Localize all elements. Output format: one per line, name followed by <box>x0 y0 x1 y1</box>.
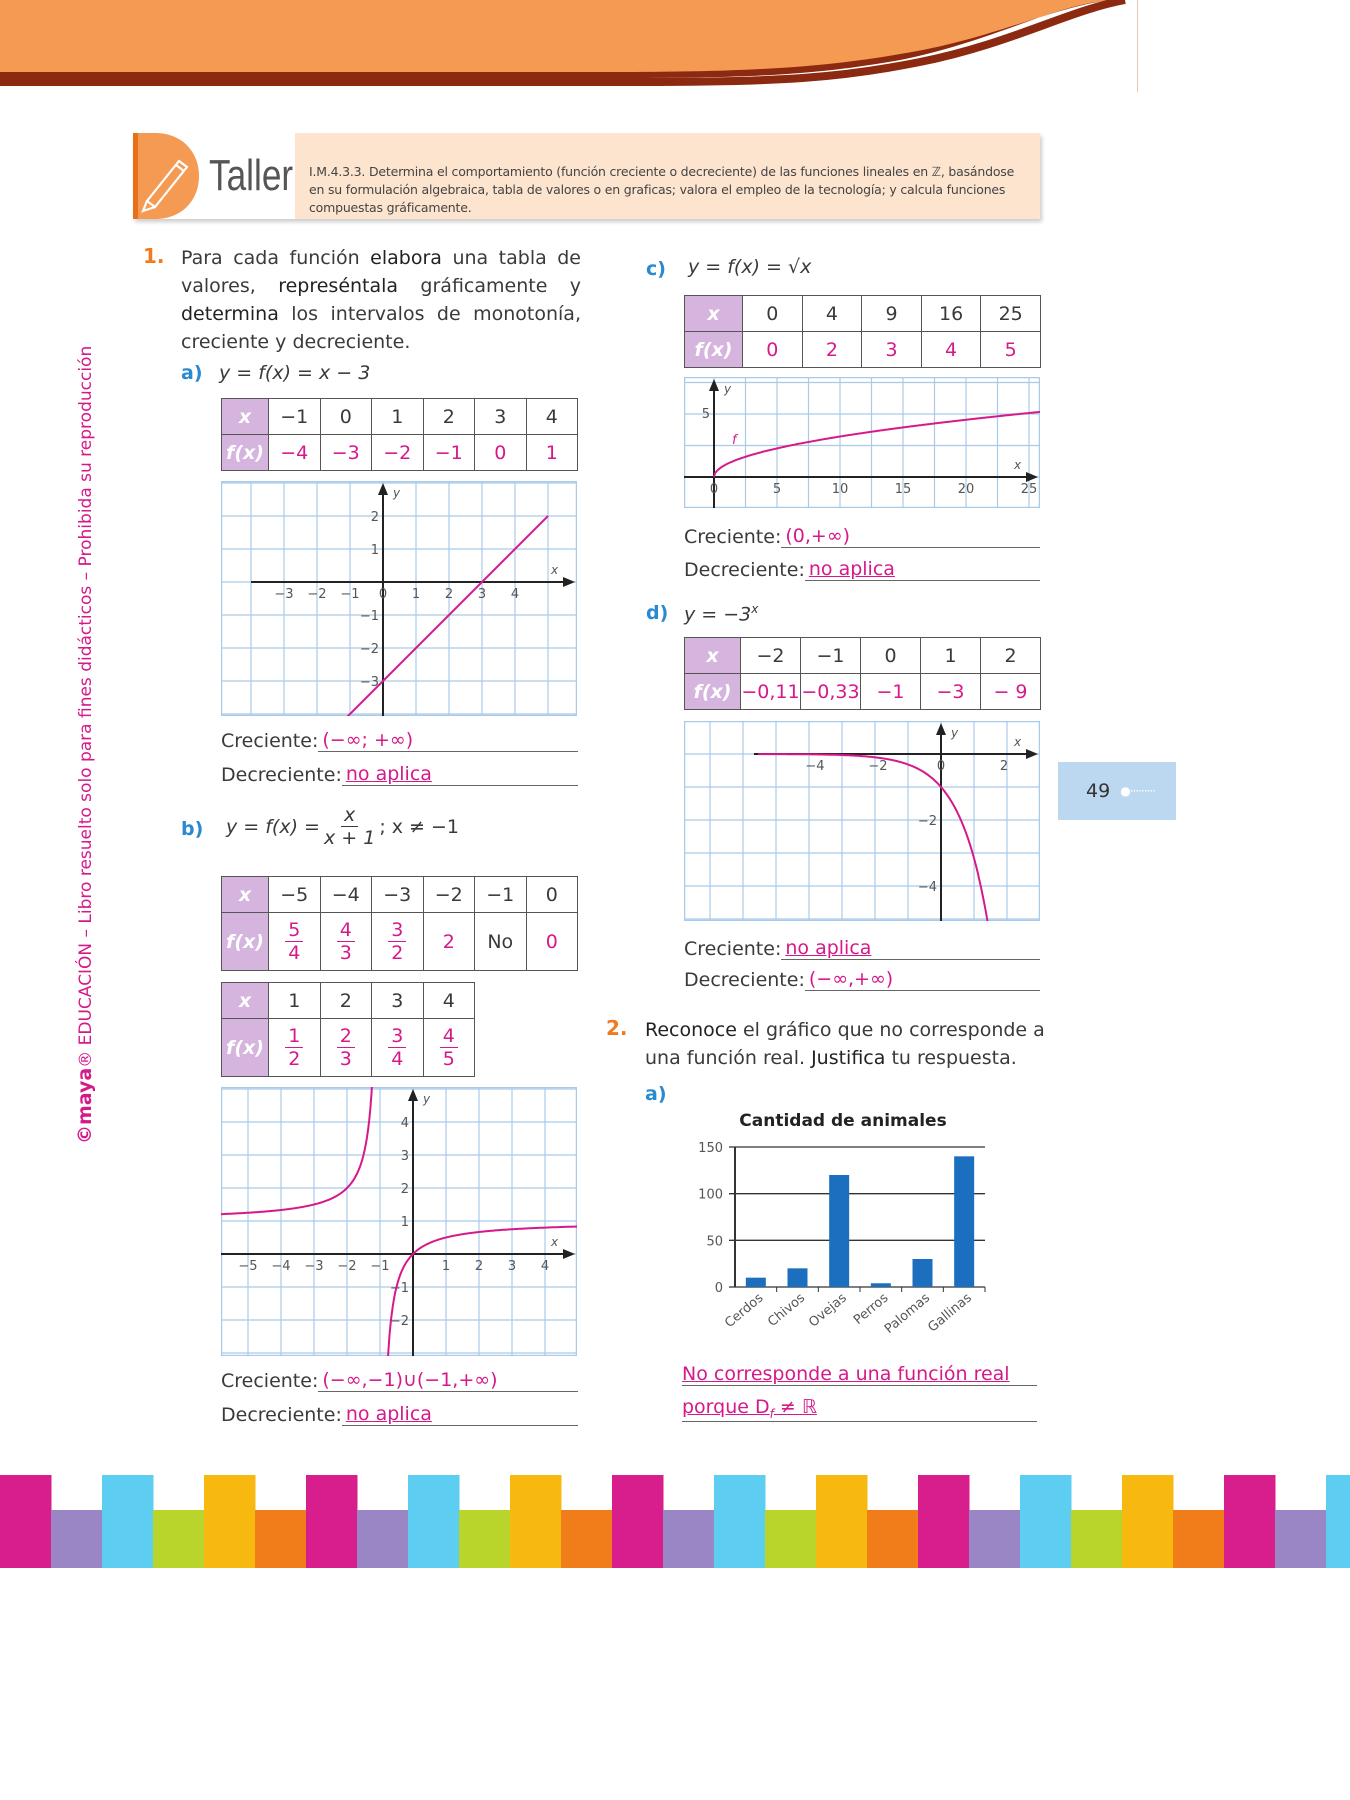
color-stripe <box>1071 1510 1123 1568</box>
bar <box>829 1175 849 1287</box>
y-tick-label: 100 <box>698 1187 723 1203</box>
table-cell-fx: No <box>475 913 527 971</box>
y-tick-label: 4 <box>400 1116 409 1131</box>
x-tick-label: −1 <box>370 1259 390 1274</box>
color-stripe <box>51 1510 103 1568</box>
color-stripe <box>0 1475 52 1568</box>
x-tick-label: Palomas <box>881 1290 934 1337</box>
x-tick-label: −2 <box>868 759 888 774</box>
table-cell-x: 3 <box>475 399 527 435</box>
table-header-fx: f(x) <box>685 332 743 368</box>
color-stripe <box>459 1510 511 1568</box>
values-table <box>221 982 475 1077</box>
table-cell-fx: 0 <box>475 435 527 471</box>
table-cell-x: 2 <box>423 399 475 435</box>
margin-mark <box>1137 0 1138 92</box>
color-stripe <box>765 1510 817 1568</box>
x-tick-label: 0 <box>378 587 388 602</box>
part-a-label: a) <box>181 362 203 384</box>
table-cell-fx: 2 <box>423 913 475 971</box>
graph-b <box>221 1087 577 1356</box>
color-stripe <box>255 1510 307 1568</box>
table-cell-fx: $\frac{1}{2}$ <box>269 1019 321 1077</box>
ex2-answer-1: No corresponde a una función real <box>682 1363 1010 1385</box>
table-cell-x: 16 <box>921 296 981 332</box>
values-table <box>684 637 1041 710</box>
color-stripe <box>816 1475 868 1568</box>
table-cell-x: 1 <box>372 399 424 435</box>
x-tick-label: Cerdos <box>722 1290 767 1332</box>
table-cell-x: 2 <box>320 983 372 1019</box>
ex1-instructions: Para cada función elabora una tabla de valores, represéntala gráficamente y determina los intervalos de monotonía, creciente y decreciente. <box>181 247 581 353</box>
part-b-label: b) <box>181 818 204 840</box>
x-tick-label: 15 <box>894 482 912 497</box>
curve-label: f <box>732 433 737 448</box>
table-cell-fx: 3 <box>862 332 922 368</box>
table-cell-fx: $\frac{4}{3}$ <box>320 913 372 971</box>
creciente-d: Creciente: no aplica <box>684 930 1040 960</box>
table-cell-x: 1 <box>921 638 981 674</box>
graph-c <box>684 377 1040 508</box>
color-stripe <box>306 1475 358 1568</box>
x-tick-label: −3 <box>304 1259 324 1274</box>
bar <box>788 1268 808 1287</box>
decreciente-a-answer: no aplica <box>345 763 432 785</box>
objective-text: I.M.4.3.3. Determina el comportamiento (función creciente o decreciente) de las funciones lineales en ℤ, basándose en su formulación algebraica, tabla de valores o en graficas; valora el empleo de la tecnología; y calcula funciones compuestas gráficamente. <box>295 133 1040 219</box>
color-stripe <box>918 1475 970 1568</box>
x-tick-label: Ovejas <box>806 1290 850 1331</box>
table-cell-fx: 0 <box>743 332 803 368</box>
dots-decoration: ●········· <box>1120 784 1155 798</box>
x-tick-label: 0 <box>709 482 719 497</box>
table-cell-fx: −0,11 <box>741 674 801 710</box>
table-cell-x: 4 <box>802 296 862 332</box>
y-tick-label: −2 <box>917 814 937 829</box>
y-tick-label: 1 <box>400 1215 409 1230</box>
decreciente-b-answer: no aplica <box>345 1403 432 1425</box>
table-cell-fx: 0 <box>526 913 578 971</box>
x-axis-label: x <box>551 1235 559 1249</box>
creciente-d-answer: no aplica <box>785 937 872 959</box>
table-cell-fx: −2 <box>372 435 424 471</box>
color-stripe <box>204 1475 256 1568</box>
color-stripe <box>612 1475 664 1568</box>
table-cell-fx: 2 <box>802 332 862 368</box>
color-stripe <box>1122 1475 1174 1568</box>
formula-c: y = f(x) = √x <box>688 256 812 278</box>
taller-label: Taller <box>209 151 294 200</box>
page-number-tab <box>1058 762 1176 820</box>
color-stripe <box>714 1475 766 1568</box>
color-stripe <box>153 1510 205 1568</box>
taller-box <box>133 133 1040 219</box>
table-cell-fx: −3 <box>320 435 372 471</box>
table-cell-x: 1 <box>269 983 321 1019</box>
formula-d: $y = -3^x$ <box>684 602 759 626</box>
bottom-color-stripes <box>0 1475 1350 1568</box>
x-tick-label: 20 <box>957 482 975 497</box>
x-tick-label: 10 <box>831 482 849 497</box>
formula-b: y = f(x) = $\frac{x}{x + 1}$ ; x ≠ −1 <box>226 804 460 849</box>
ex2-part-a-label: a) <box>645 1083 667 1105</box>
color-stripe <box>357 1510 409 1568</box>
table-cell-x: 9 <box>862 296 922 332</box>
bar <box>913 1259 933 1287</box>
table-cell-x: −5 <box>269 877 321 913</box>
table-cell-x: −4 <box>320 877 372 913</box>
table-cell-fx: $\frac{3}{4}$ <box>372 1019 424 1077</box>
ex2-number: 2. <box>606 1016 628 1040</box>
ex2-instructions: Reconoce el gráfico que no corresponde a una función real. Justifica tu respuesta. <box>645 1019 1045 1069</box>
x-tick-label: −1 <box>340 587 360 602</box>
x-tick-label: 3 <box>507 1259 517 1274</box>
x-axis-label: x <box>1014 735 1022 749</box>
x-tick-label: 2 <box>474 1259 484 1274</box>
y-tick-label: −2 <box>359 642 379 657</box>
x-tick-label: 1 <box>441 1259 451 1274</box>
x-tick-label: −2 <box>337 1259 357 1274</box>
table-cell-fx: 5 <box>981 332 1041 368</box>
table-cell-x: 0 <box>320 399 372 435</box>
color-stripe <box>510 1475 562 1568</box>
creciente-a: Creciente: (−∞; +∞) <box>221 722 578 752</box>
x-tick-label: −5 <box>238 1259 258 1274</box>
color-stripe <box>1275 1510 1327 1568</box>
part-d-label: d) <box>646 602 669 624</box>
x-tick-label: 1 <box>411 587 421 602</box>
x-tick-label: Perros <box>850 1290 892 1328</box>
table-cell-fx: − 9 <box>981 674 1041 710</box>
x-axis-label: x <box>551 563 559 577</box>
table-header-x: x <box>222 983 269 1019</box>
color-stripe <box>408 1475 460 1568</box>
x-tick-label: −4 <box>271 1259 291 1274</box>
values-table <box>221 398 578 471</box>
table-header-x: x <box>222 399 269 435</box>
color-stripe <box>561 1510 613 1568</box>
bar <box>871 1283 891 1287</box>
y-tick-label: 5 <box>701 407 710 422</box>
table-cell-fx: −1 <box>861 674 921 710</box>
table-cell-x: 0 <box>743 296 803 332</box>
table-cell-x: −2 <box>741 638 801 674</box>
copyright-text: ® EDUCACIÓN – Libro resuelto solo para fines didácticos – Prohibida su reproducción <box>76 345 96 1068</box>
graph-a <box>221 481 577 716</box>
ex1-number: 1. <box>143 244 165 268</box>
color-stripe <box>1224 1475 1276 1568</box>
table-cell-fx: $\frac{5}{4}$ <box>269 913 321 971</box>
decreciente-b: Decreciente: no aplica <box>221 1396 578 1426</box>
y-tick-label: 2 <box>400 1182 409 1197</box>
y-tick-label: 50 <box>706 1234 723 1250</box>
y-tick-label: 1 <box>370 543 379 558</box>
top-banner <box>0 0 1350 90</box>
creciente-c: Creciente: (0,+∞) <box>684 518 1040 548</box>
x-axis-label: x <box>1014 458 1022 472</box>
x-tick-label: −4 <box>805 759 825 774</box>
part-c-label: c) <box>646 258 666 280</box>
table-cell-x: 0 <box>861 638 921 674</box>
y-axis-label: y <box>423 1092 431 1106</box>
x-tick-label: −2 <box>307 587 327 602</box>
table-cell-x: −2 <box>423 877 475 913</box>
creciente-c-answer: (0,+∞) <box>781 518 1040 548</box>
decreciente-a: Decreciente: no aplica <box>221 756 578 786</box>
copyright-side-text <box>74 345 96 1144</box>
x-tick-label: 4 <box>540 1259 550 1274</box>
y-axis-label: y <box>724 382 732 396</box>
ex2-answer-2: porque $D_f$ ≠ ℝ <box>682 1396 817 1421</box>
color-stripe <box>969 1510 1021 1568</box>
table-cell-fx: 1 <box>526 435 578 471</box>
x-tick-label: Gallinas <box>925 1290 975 1336</box>
table-header-fx: f(x) <box>222 1019 269 1077</box>
table-header-x: x <box>685 296 743 332</box>
table-cell-fx: −1 <box>423 435 475 471</box>
table-cell-x: 25 <box>981 296 1041 332</box>
ex2-answer-line-2 <box>682 1392 1037 1422</box>
color-stripe <box>867 1510 919 1568</box>
y-tick-label: 3 <box>400 1149 409 1164</box>
graph-d <box>684 721 1040 921</box>
y-axis-label: y <box>951 726 959 740</box>
table-cell-x: −1 <box>475 877 527 913</box>
creciente-b-answer: (−∞,−1)∪(−1,+∞) <box>318 1362 578 1392</box>
decreciente-d-answer: (−∞,+∞) <box>805 961 1040 991</box>
table-cell-x: 3 <box>372 983 424 1019</box>
table-cell-x: 4 <box>423 983 475 1019</box>
table-cell-fx: −3 <box>921 674 981 710</box>
table-header-fx: f(x) <box>222 913 269 971</box>
table-cell-x: −3 <box>372 877 424 913</box>
x-tick-label: 2 <box>999 759 1009 774</box>
table-cell-x: −1 <box>269 399 321 435</box>
table-cell-fx: $\frac{3}{2}$ <box>372 913 424 971</box>
table-cell-fx: $\frac{4}{5}$ <box>423 1019 475 1077</box>
y-tick-label: −1 <box>359 609 379 624</box>
creciente-a-answer: (−∞; +∞) <box>318 722 578 752</box>
values-table <box>221 876 578 971</box>
creciente-b: Creciente: (−∞,−1)∪(−1,+∞) <box>221 1362 578 1392</box>
bar-chart <box>690 1100 1010 1345</box>
table-cell-x: 0 <box>526 877 578 913</box>
decreciente-d: Decreciente: (−∞,+∞) <box>684 961 1040 991</box>
chart-title: Cantidad de animales <box>739 1111 947 1131</box>
y-tick-label: −2 <box>389 1314 409 1329</box>
brand-logo: ©maya <box>74 1067 96 1144</box>
color-stripe <box>1173 1510 1225 1568</box>
x-tick-label: 4 <box>510 587 520 602</box>
bar <box>746 1278 766 1287</box>
table-cell-fx: −0,33 <box>801 674 861 710</box>
bar <box>954 1156 974 1287</box>
decreciente-c: Decreciente: no aplica <box>684 551 1040 581</box>
values-table <box>684 295 1041 368</box>
y-tick-label: −3 <box>359 675 379 690</box>
table-header-fx: f(x) <box>685 674 741 710</box>
color-stripe <box>102 1475 154 1568</box>
ex2-answer-line-1 <box>682 1356 1037 1386</box>
table-cell-fx: −4 <box>269 435 321 471</box>
table-cell-fx: $\frac{2}{3}$ <box>320 1019 372 1077</box>
table-header-fx: f(x) <box>222 435 269 471</box>
pencil-icon <box>133 133 203 219</box>
x-tick-label: 25 <box>1020 482 1038 497</box>
color-stripe <box>1326 1475 1350 1568</box>
table-cell-x: 4 <box>526 399 578 435</box>
x-tick-label: 2 <box>444 587 454 602</box>
x-tick-label: Chivos <box>765 1290 809 1330</box>
y-tick-label: −1 <box>389 1281 409 1296</box>
x-tick-label: 5 <box>772 482 782 497</box>
table-header-x: x <box>222 877 269 913</box>
formula-a: y = f(x) = x − 3 <box>219 362 371 384</box>
y-tick-label: 2 <box>370 510 379 525</box>
y-tick-label: 0 <box>714 1281 723 1296</box>
color-stripe <box>1020 1475 1072 1568</box>
y-tick-label: −4 <box>917 880 937 895</box>
x-tick-label: −3 <box>274 587 294 602</box>
table-cell-fx: 4 <box>921 332 981 368</box>
color-stripe <box>663 1510 715 1568</box>
x-tick-label: 3 <box>477 587 487 602</box>
y-axis-label: y <box>393 486 401 500</box>
table-cell-x: −1 <box>801 638 861 674</box>
table-header-x: x <box>685 638 741 674</box>
table-cell-x: 2 <box>981 638 1041 674</box>
page-number: 49 <box>1086 780 1111 802</box>
y-tick-label: 150 <box>698 1141 723 1156</box>
decreciente-c-answer: no aplica <box>808 558 895 580</box>
x-tick-label: 0 <box>936 759 946 774</box>
